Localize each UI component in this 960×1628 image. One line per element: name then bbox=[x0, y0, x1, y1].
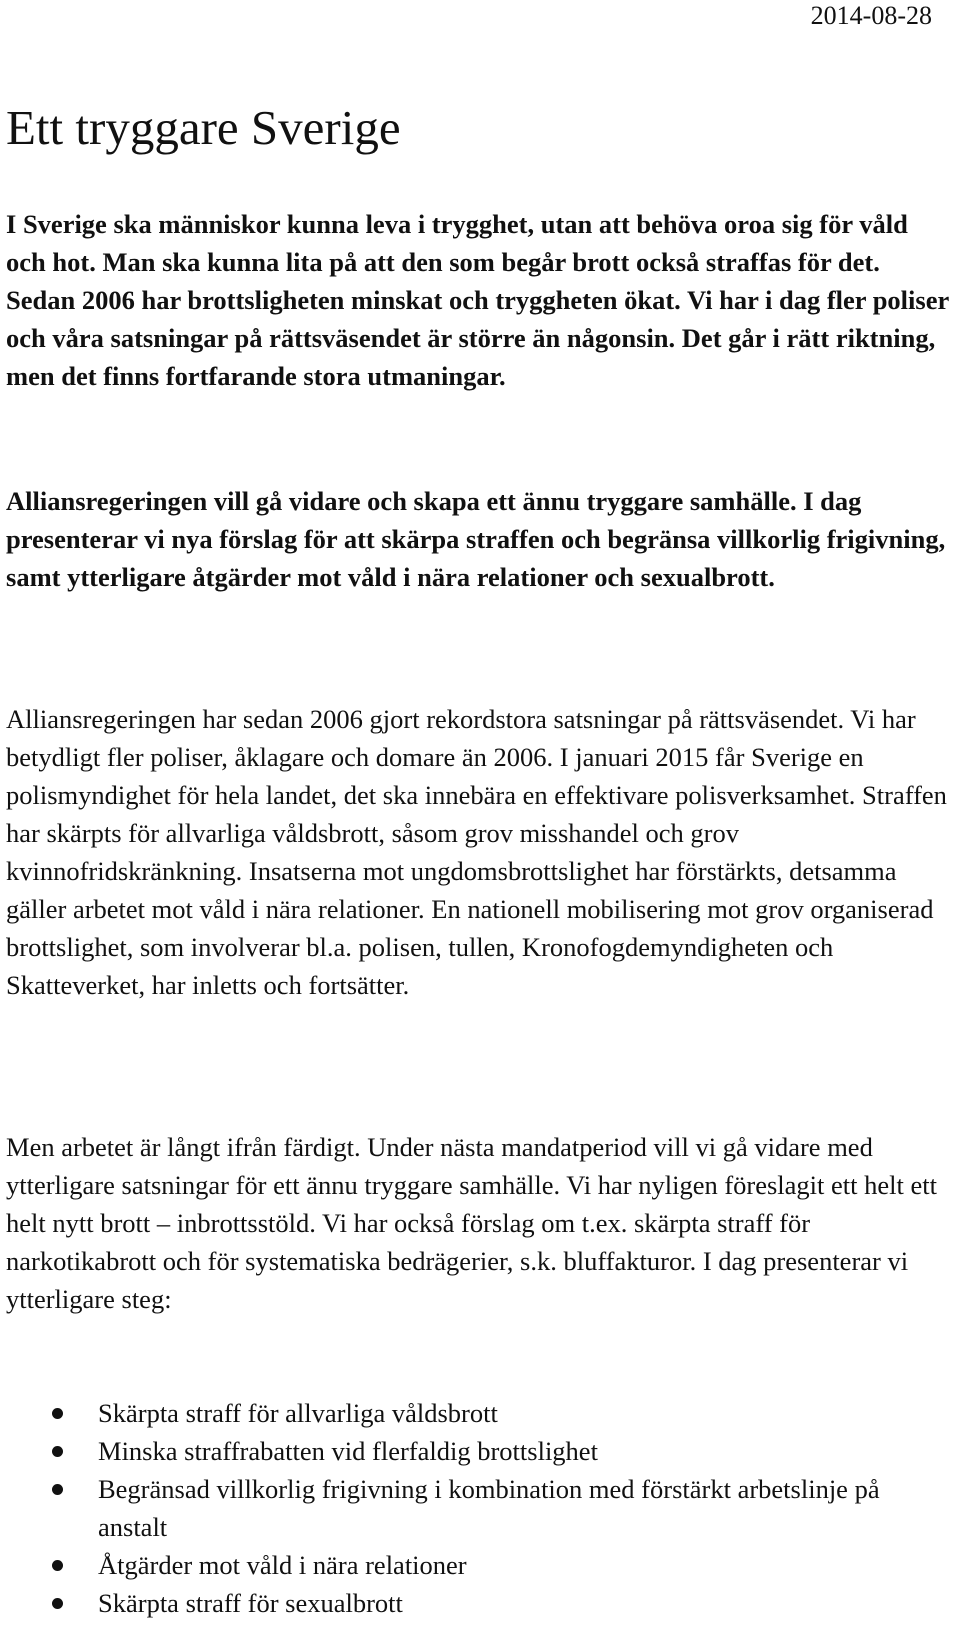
proposal-list bbox=[0, 1394, 945, 1622]
document-title: Ett tryggare Sverige bbox=[6, 100, 401, 155]
list-item-text: Åtgärder mot våld i nära relationer bbox=[98, 1550, 467, 1580]
list-item bbox=[0, 1394, 945, 1432]
bullet-icon bbox=[52, 1560, 63, 1571]
bullet-icon bbox=[52, 1484, 63, 1495]
intro-paragraph-1: I Sverige ska människor kunna leva i trygghet, utan att behöva oroa sig för våld och hot. Man ska kunna lita på att den som begår brott också straffas för det. Sedan 2006 har brottsligheten minskat och tryggheten ökat. Vi har i dag fler poliser och våra satsningar på rättsväsendet är större än någonsin. Det går i rätt riktning, men det finns fortfarande stora utmaningar. bbox=[6, 209, 949, 391]
bullet-icon bbox=[52, 1598, 63, 1609]
body-paragraph-2: Men arbetet är långt ifrån färdigt. Under nästa mandatperiod vill vi gå vidare med ytterligare satsningar för ett ännu tryggare samhälle. Vi har nyligen föreslagit ett helt ett helt nytt brott – inbrottsstöld. Vi har också förslag om t.ex. skärpta straff för narkotikabrott och för systematiska bedrägerier, s.k. bluffakturor. I dag presenterar vi ytterligare steg: bbox=[6, 1132, 937, 1314]
intro-paragraph-2: Alliansregeringen vill gå vidare och skapa ett ännu tryggare samhälle. I dag presenterar vi nya förslag för att skärpa straffen och begränsa villkorlig frigivning, samt ytterligare åtgärder mot våld i nära relationer och sexualbrott. bbox=[6, 486, 946, 592]
list-item bbox=[0, 1470, 945, 1546]
list-item bbox=[0, 1546, 945, 1584]
list-item bbox=[0, 1584, 945, 1622]
list-item-text: Skärpta straff för allvarliga våldsbrott bbox=[98, 1398, 498, 1428]
document-date: 2014-08-28 bbox=[810, 1, 932, 30]
bullet-icon bbox=[52, 1446, 63, 1457]
list-item bbox=[0, 1432, 945, 1470]
body-paragraph-1: Alliansregeringen har sedan 2006 gjort rekordstora satsningar på rättsväsendet. Vi har betydligt fler poliser, åklagare och domare än 2006. I januari 2015 får Sverige en polismyndighet för hela landet, det ska innebära en effektivare polisverksamhet. Straffen har skärpts för allvarliga våldsbrott, såsom grov misshandel och grov kvinnofridskränkning. Insatserna mot ungdomsbrottslighet har förstärkts, detsamma gäller arbetet mot våld i nära relationer. En nationell mobilisering mot grov organiserad brottslighet, som involverar bl.a. polisen, tullen, Kronofogdemyndigheten och Skatteverket, har inletts och fortsätter. bbox=[6, 704, 947, 1000]
bullet-icon bbox=[52, 1408, 63, 1419]
list-item-text: Minska straffrabatten vid flerfaldig brottslighet bbox=[98, 1436, 598, 1466]
list-item-text: Skärpta straff för sexualbrott bbox=[98, 1588, 403, 1618]
list-item-text: Begränsad villkorlig frigivning i kombination med förstärkt arbetslinje på anstalt bbox=[98, 1474, 880, 1542]
